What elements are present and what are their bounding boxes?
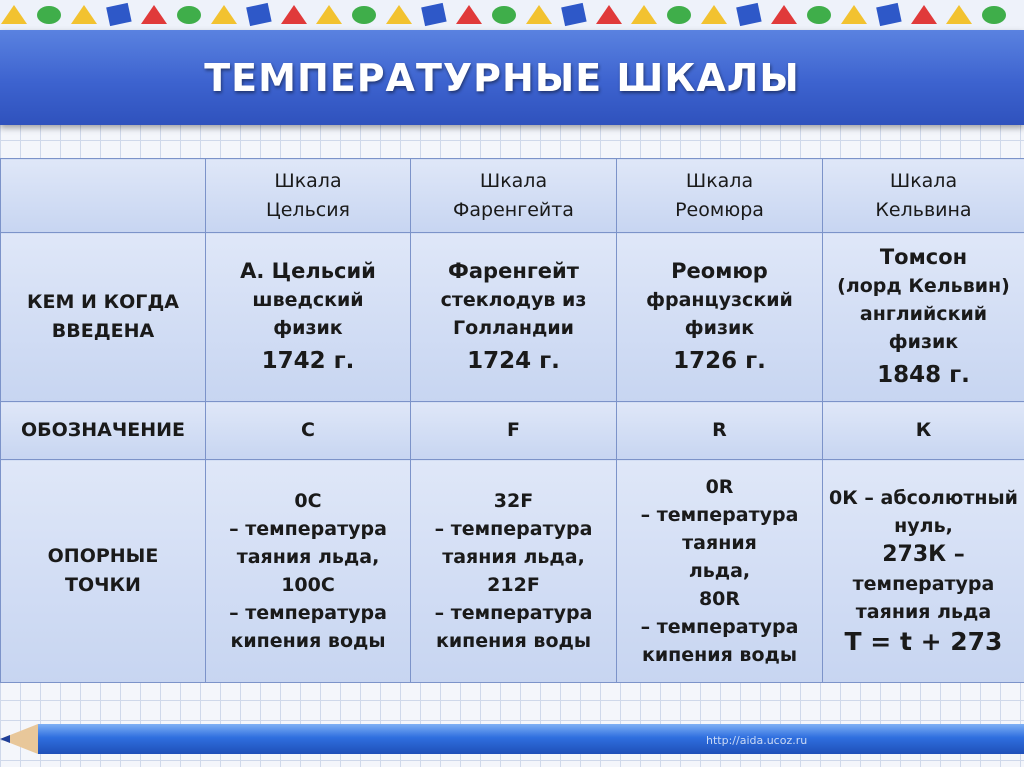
points-celsius-line: 0С	[294, 490, 322, 512]
header-kelvin-line1: Шкала	[889, 169, 958, 192]
table-row-reference-points	[1, 460, 1024, 683]
pencil-decoration	[0, 724, 1024, 754]
points-fahrenheit-line: 32F	[493, 490, 534, 512]
row-label-reference-points	[1, 460, 206, 683]
who-kelvin-name: Томсон	[879, 245, 968, 269]
who-kelvin-line4: физик	[888, 331, 959, 353]
kelvin-formula: T = t + 273	[844, 627, 1003, 656]
temperature-scales-table	[0, 158, 1024, 683]
symbol-fahrenheit: F	[411, 402, 617, 460]
watermark: http://aida.ucoz.ru	[706, 734, 808, 747]
symbol-reaumur: R	[617, 402, 823, 460]
who-fahrenheit	[411, 233, 617, 402]
points-kelvin-line: 273К –	[882, 542, 965, 567]
points-reaumur-line: 80R	[698, 588, 741, 610]
who-celsius	[206, 233, 411, 402]
who-reaumur-year: 1726 г.	[673, 348, 766, 374]
who-kelvin	[823, 233, 1024, 402]
header-reaumur	[617, 159, 823, 233]
points-fahrenheit-line: – температура	[434, 602, 593, 624]
header-celsius-line1: Шкала	[274, 169, 342, 192]
who-fahrenheit-name: Фаренгейт	[448, 259, 579, 283]
decorative-tri-shape	[211, 5, 237, 24]
symbol-kelvin: К	[823, 402, 1024, 460]
empty-corner-cell	[1, 159, 206, 233]
decorative-dot-shape	[667, 6, 691, 24]
points-reaumur	[617, 460, 823, 683]
points-kelvin-line: 0К – абсолютный	[829, 487, 1018, 509]
points-reaumur-line: кипения воды	[641, 644, 798, 666]
row-label-points-line2: ТОЧКИ	[65, 574, 141, 596]
who-reaumur-name: Реомюр	[671, 259, 768, 283]
table-row-who-when	[1, 233, 1024, 402]
points-fahrenheit-line: 212F	[487, 574, 540, 596]
who-reaumur	[617, 233, 823, 402]
who-celsius-year: 1742 г.	[261, 348, 355, 374]
title-banner	[0, 30, 1024, 125]
decorative-cube-shape	[421, 3, 446, 26]
decorative-shapes-strip	[0, 0, 1024, 30]
who-kelvin-line3: английский	[859, 303, 988, 325]
points-celsius-line: 100С	[281, 574, 335, 596]
points-kelvin	[823, 460, 1024, 683]
header-kelvin-line2: Кельвина	[875, 198, 972, 221]
decorative-pyr-shape	[771, 5, 797, 24]
points-fahrenheit-line: кипения воды	[435, 630, 592, 652]
row-label-points-line1: ОПОРНЫЕ	[47, 545, 159, 567]
page-title: ТЕМПЕРАТУРНЫЕ ШКАЛЫ	[204, 55, 800, 100]
header-celsius	[206, 159, 411, 233]
decorative-tri-shape	[631, 5, 657, 24]
decorative-tri-shape	[841, 5, 867, 24]
decorative-pyr-shape	[281, 5, 307, 24]
points-fahrenheit	[411, 460, 617, 683]
decorative-dot-shape	[982, 6, 1006, 24]
points-reaumur-line: – температура	[640, 504, 799, 526]
points-reaumur-line: таяния	[682, 532, 757, 554]
decorative-tri-shape	[316, 5, 342, 24]
points-kelvin-line: нуль,	[894, 515, 953, 537]
header-reaumur-line1: Шкала	[685, 169, 754, 192]
who-celsius-line2: шведский	[252, 289, 364, 311]
points-celsius	[206, 460, 411, 683]
points-reaumur-line: 0R	[705, 476, 734, 498]
points-fahrenheit-line: – температура	[434, 518, 593, 540]
decorative-tri-shape	[701, 5, 727, 24]
decorative-pyr-shape	[456, 5, 482, 24]
header-reaumur-line2: Реомюра	[675, 198, 764, 221]
decorative-cube-shape	[876, 3, 901, 26]
header-fahrenheit	[411, 159, 617, 233]
geometric-shapes-decoration	[0, 0, 1024, 30]
points-fahrenheit-line: таяния льда,	[442, 546, 585, 568]
points-reaumur-line: – температура	[640, 616, 799, 638]
decorative-tri-shape	[946, 5, 972, 24]
symbol-celsius: C	[206, 402, 411, 460]
who-reaumur-line3: физик	[684, 317, 755, 339]
header-fahrenheit-line1: Шкала	[479, 169, 548, 192]
header-kelvin	[823, 159, 1024, 233]
table-row-header	[1, 159, 1024, 233]
row-label-who-line2: ВВЕДЕНА	[51, 320, 155, 342]
who-fahrenheit-line2: стеклодув из	[440, 289, 587, 311]
decorative-pyr-shape	[911, 5, 937, 24]
who-kelvin-year: 1848 г.	[877, 362, 970, 388]
decorative-tri-shape	[71, 5, 97, 24]
pencil-lead-icon	[0, 735, 10, 743]
decorative-pyr-shape	[596, 5, 622, 24]
points-celsius-line: – температура	[229, 518, 387, 540]
decorative-tri-shape	[1, 5, 27, 24]
header-fahrenheit-line2: Фаренгейта	[453, 198, 574, 221]
row-label-who-line1: КЕМ И КОГДА	[27, 291, 179, 313]
decorative-cube-shape	[561, 3, 586, 26]
row-label-who-when	[1, 233, 206, 402]
decorative-cube-shape	[246, 3, 271, 26]
decorative-dot-shape	[352, 6, 376, 24]
decorative-dot-shape	[177, 6, 201, 24]
header-celsius-line2: Цельсия	[265, 198, 350, 221]
points-celsius-line: кипения воды	[230, 630, 386, 652]
who-celsius-line3: физик	[273, 317, 343, 339]
row-label-symbol-text: ОБОЗНАЧЕНИЕ	[20, 419, 185, 441]
decorative-tri-shape	[526, 5, 552, 24]
points-kelvin-line: температура	[852, 573, 995, 595]
pencil-body	[38, 724, 1024, 754]
points-reaumur-line: льда,	[688, 560, 751, 582]
decorative-dot-shape	[37, 6, 61, 24]
who-reaumur-line2: французский	[646, 289, 793, 311]
decorative-cube-shape	[736, 3, 761, 26]
row-label-symbol	[1, 402, 206, 460]
who-kelvin-line2: (лорд Кельвин)	[837, 275, 1010, 297]
points-celsius-line: таяния льда,	[236, 546, 380, 568]
who-fahrenheit-year: 1724 г.	[467, 348, 560, 374]
decorative-tri-shape	[386, 5, 412, 24]
decorative-dot-shape	[807, 6, 831, 24]
points-celsius-line: – температура	[229, 602, 387, 624]
table-row-symbol	[1, 402, 1024, 460]
points-kelvin-line: таяния льда	[855, 601, 992, 623]
who-fahrenheit-line3: Голландии	[453, 317, 574, 339]
decorative-dot-shape	[492, 6, 516, 24]
decorative-pyr-shape	[141, 5, 167, 24]
who-celsius-name: А. Цельсий	[240, 259, 376, 283]
decorative-cube-shape	[106, 3, 131, 26]
